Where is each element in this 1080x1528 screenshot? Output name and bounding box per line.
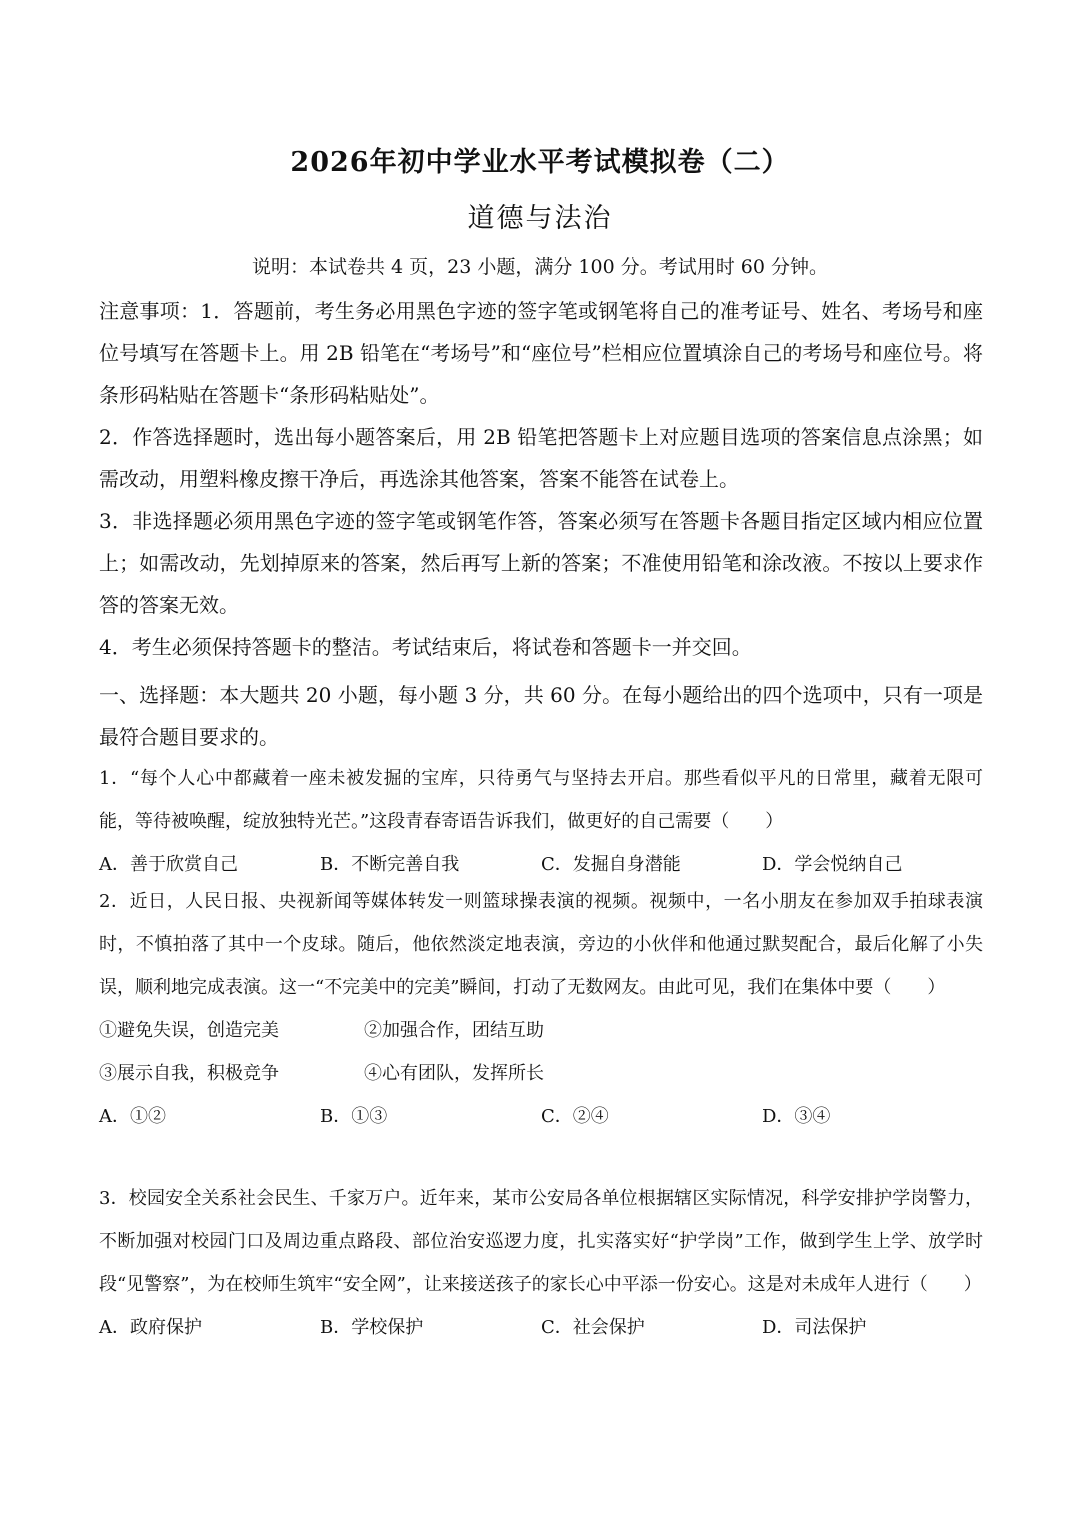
- statement-3: ③展示自我，积极竞争: [99, 1063, 279, 1084]
- option-c: C．发掘自身潜能: [541, 854, 681, 875]
- option-d: D．③④: [762, 1106, 831, 1127]
- question-2: [99, 880, 983, 1138]
- notice-item-4: 4．考生必须保持答题卡的整洁。考试结束后，将试卷和答题卡一并交回。: [99, 635, 752, 659]
- option-a: A．政府保护: [99, 1317, 202, 1338]
- option-b: B．不断完善自我: [320, 854, 460, 875]
- option-row: [99, 1095, 983, 1138]
- option-d: D．学会悦纳自己: [762, 854, 903, 875]
- question-stem: 1．“每个人心中都藏着一座未被发掘的宝库，只待勇气与坚持去开启。那些看似平凡的日常里，藏着无限可能，等待被唤醒，绽放独特光芒。”这段青春寄语告诉我们，做更好的自己需要（ ）: [99, 768, 983, 832]
- question-3: [99, 1177, 983, 1349]
- section-heading: 一、选择题：本大题共 20 小题，每小题 3 分，共 60 分。在每小题给出的四个选项中，只有一项是最符合题目要求的。: [99, 683, 983, 749]
- notice-item-3: 3．非选择题必须用黑色字迹的签字笔或钢笔作答，答案必须写在答题卡各题目指定区域内相应位置上；如需改动，先划掉原来的答案，然后再写上新的答案；不准使用铅笔和涂改液。不按以上要求作答的答案无效。: [99, 509, 983, 617]
- question-1: [99, 757, 983, 886]
- option-a: A．①②: [99, 1106, 166, 1127]
- notice-list: [99, 290, 983, 668]
- statement-row: [99, 1052, 983, 1095]
- statement-1: ①避免失误，创造完美: [99, 1020, 279, 1041]
- option-a: A．善于欣赏自己: [99, 854, 238, 875]
- statement-2: ②加强合作，团结互助: [364, 1020, 544, 1041]
- statement-row: [99, 1009, 983, 1052]
- question-stem: 2．近日，人民日报、央视新闻等媒体转发一则篮球操表演的视频。视频中，一名小朋友在参加双手拍球表演时，不慎拍落了其中一个皮球。随后，他依然淡定地表演，旁边的小伙伴和他通过默契配合，最后化解了小失误，顺利地完成表演。这一“不完美中的完美”瞬间，打动了无数网友。由此可见，我们在集体中要（ ）: [99, 891, 983, 998]
- exam-title: 2026年初中学业水平考试模拟卷（二）: [290, 147, 790, 178]
- notice-item-1: 注意事项：1．答题前，考生务必用黑色字迹的签字笔或钢笔将自己的准考证号、姓名、考场号和座位号填写在答题卡上。用 2B 铅笔在“考场号”和“座位号”栏相应位置填涂自己的考场号和座位号。将条形码粘贴在答题卡“条形码粘贴处”。: [99, 299, 983, 407]
- option-d: D．司法保护: [762, 1317, 867, 1338]
- option-b: B．①③: [320, 1106, 388, 1127]
- subject-title: 道德与法治: [467, 203, 613, 234]
- question-stem: 3．校园安全关系社会民生、千家万户。近年来，某市公安局各单位根据辖区实际情况，科学安排护学岗警力，不断加强对校园门口及周边重点路段、部位治安巡逻力度，扎实落实好“护学岗”工作，做到学生上学、放学时段“见警察”，为在校师生筑牢“安全网”，让来接送孩子的家长心中平添一份安心。这是对未成年人进行（ ）: [99, 1188, 983, 1295]
- option-b: B．学校保护: [320, 1317, 424, 1338]
- exam-instructions: 说明：本试卷共 4 页，23 小题，满分 100 分。考试用时 60 分钟。: [252, 256, 828, 278]
- statement-4: ④心有团队，发挥所长: [364, 1063, 544, 1084]
- option-row: [99, 1306, 983, 1349]
- option-c: C．②④: [541, 1106, 609, 1127]
- notice-item-2: 2．作答选择题时，选出每小题答案后，用 2B 铅笔把答题卡上对应题目选项的答案信息点涂黑；如需改动，用塑料橡皮擦干净后，再选涂其他答案，答案不能答在试卷上。: [99, 425, 983, 491]
- option-c: C．社会保护: [541, 1317, 645, 1338]
